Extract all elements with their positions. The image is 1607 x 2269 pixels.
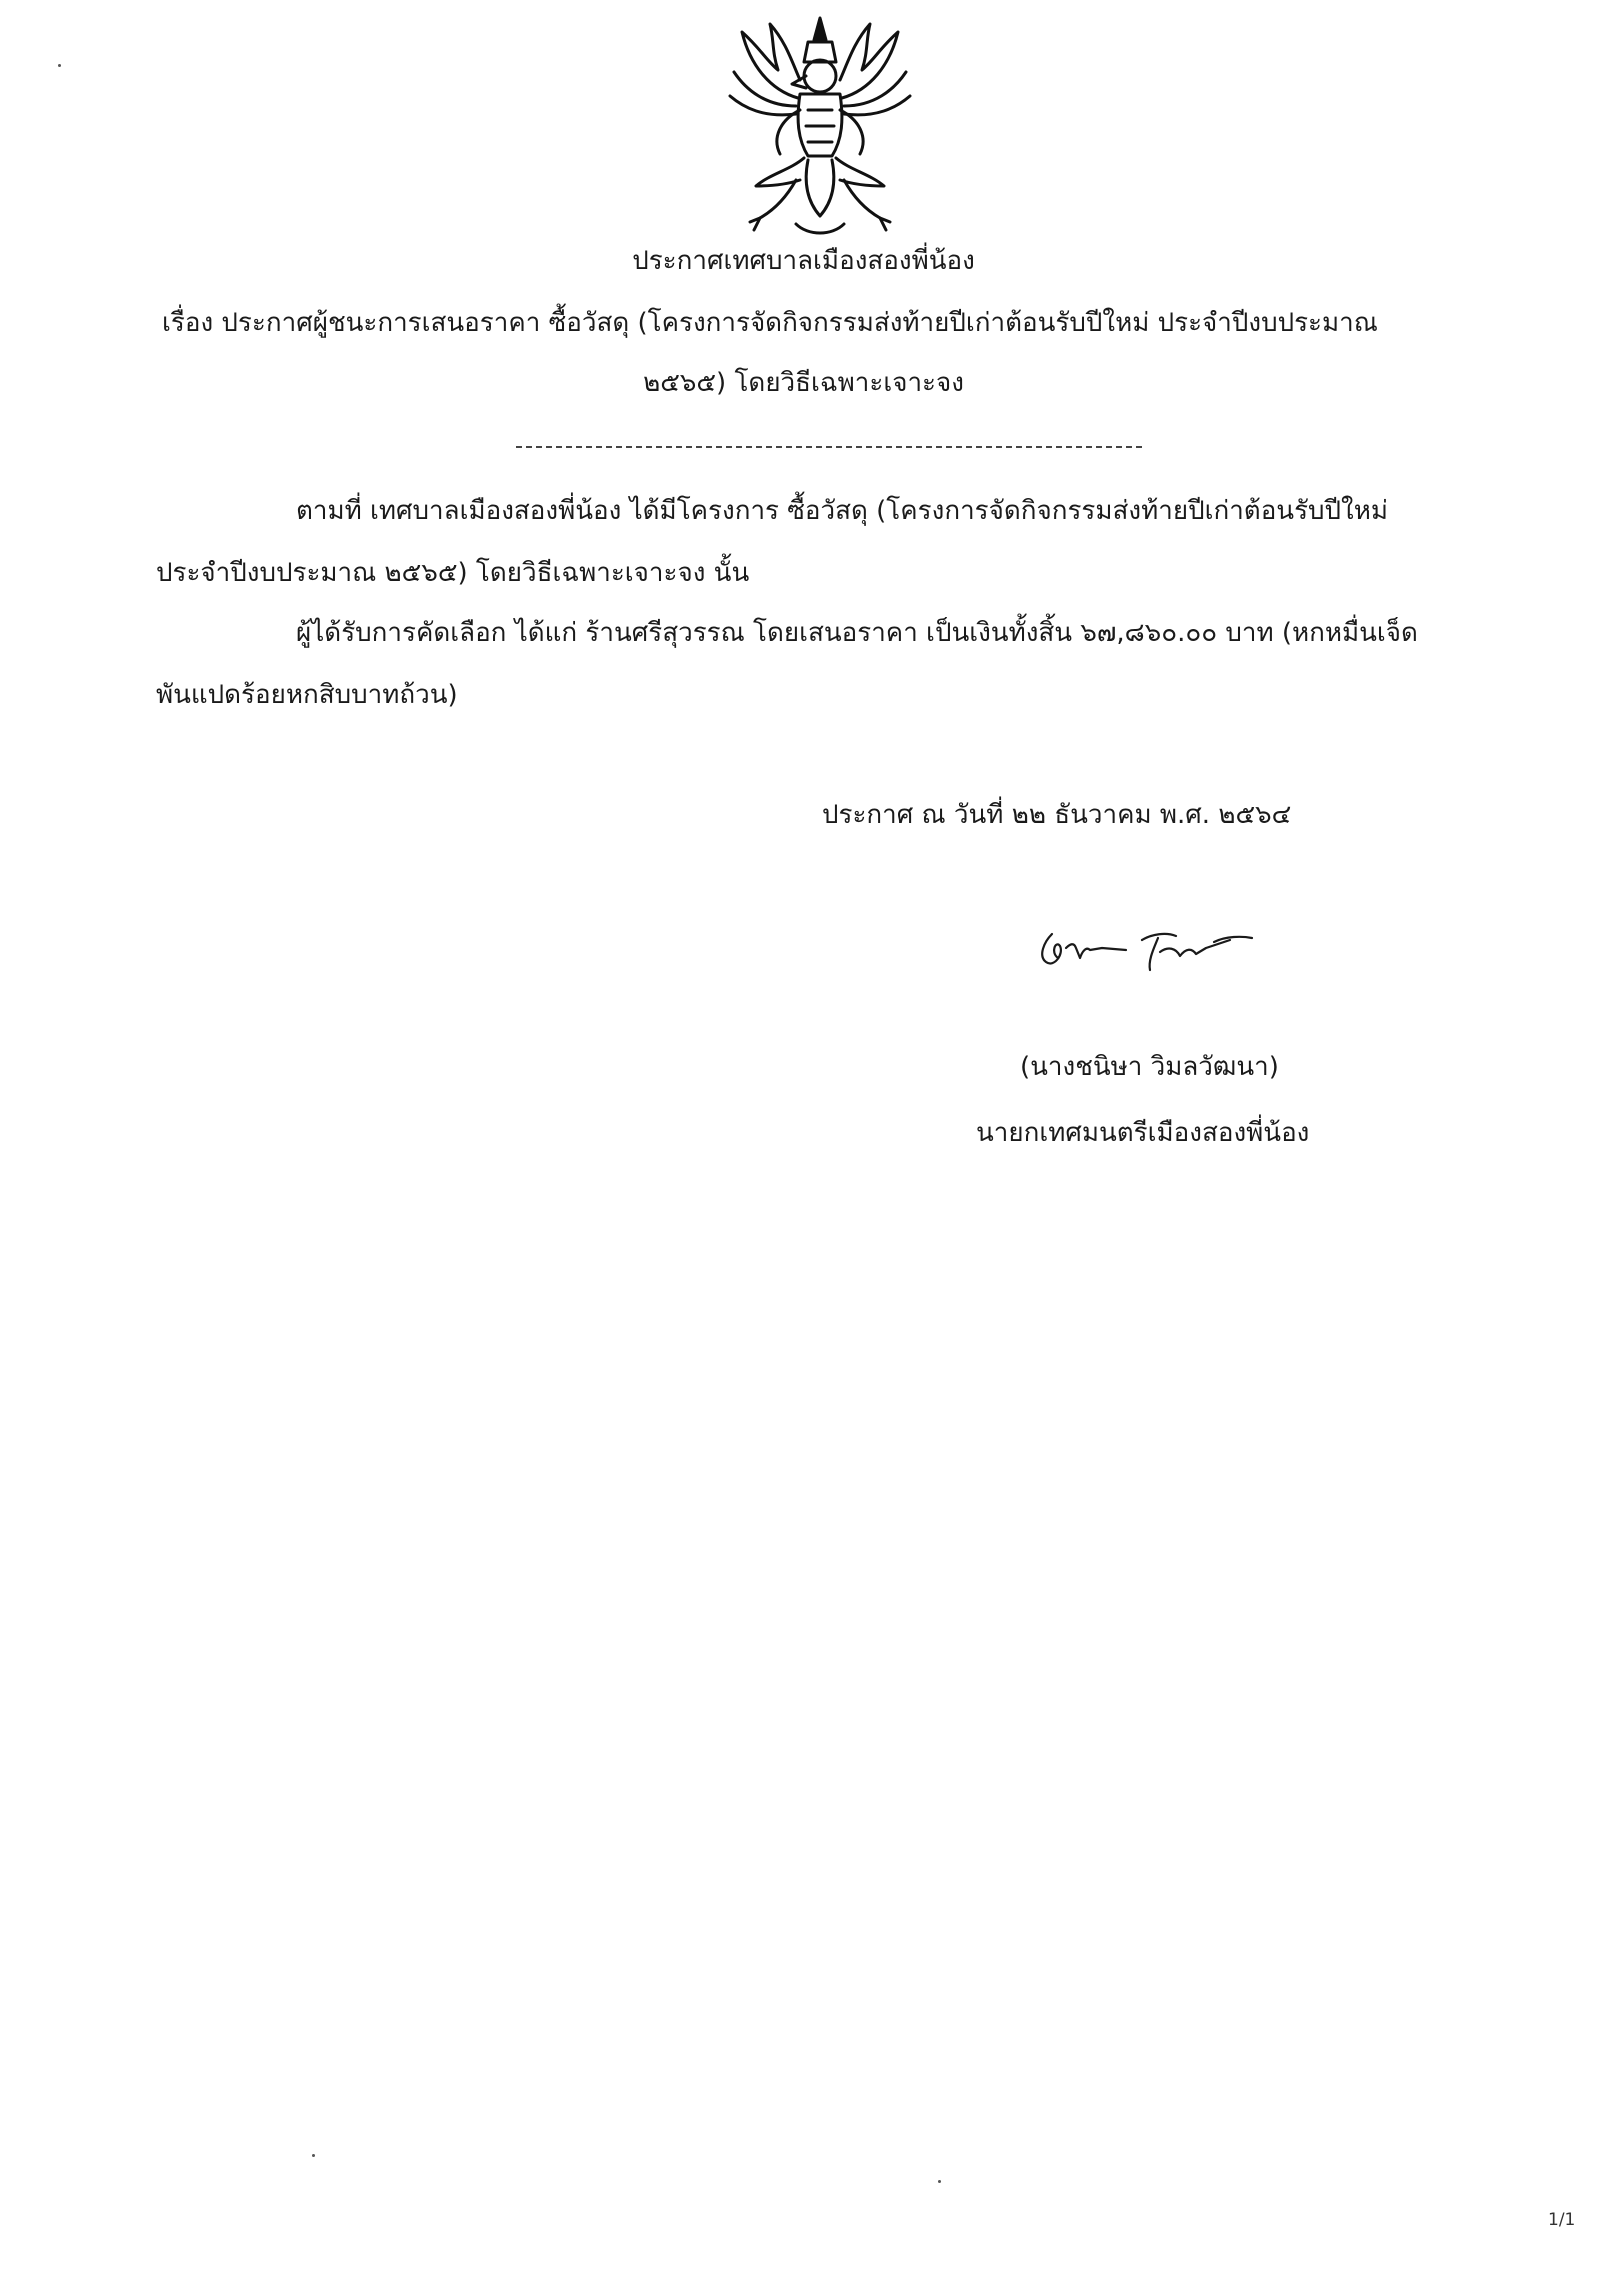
scan-speck <box>312 2154 315 2157</box>
divider <box>516 446 1142 448</box>
body-paragraph-1-line-2: ประจำปีงบประมาณ ๒๕๖๕) โดยวิธีเฉพาะเจาะจง นั้น <box>156 558 750 588</box>
page-number: 1/1 <box>1548 2210 1576 2230</box>
announcement-header: ประกาศเทศบาลเมืองสองพี่น้อง <box>632 246 975 276</box>
announcement-date: ประกาศ ณ วันที่ ๒๒ ธันวาคม พ.ศ. ๒๕๖๔ <box>822 800 1292 830</box>
scan-speck <box>938 2180 941 2183</box>
subject-line-1: เรื่อง ประกาศผู้ชนะการเสนอราคา ซื้อวัสดุ (โครงการจัดกิจกรรมส่งท้ายปีเก่าต้อนรับปีใหม่ ประจำปีงบประมาณ <box>162 308 1378 338</box>
scan-speck <box>58 64 61 67</box>
garuda-emblem-icon <box>700 10 940 245</box>
signatory-title: นายกเทศมนตรีเมืองสองพี่น้อง <box>976 1118 1310 1148</box>
body-paragraph-2-line-2: พันแปดร้อยหกสิบบาทถ้วน) <box>156 680 458 710</box>
body-paragraph-1-line-1: ตามที่ เทศบาลเมืองสองพี่น้อง ได้มีโครงการ ซื้อวัสดุ (โครงการจัดกิจกรรมส่งท้ายปีเก่าต้อนรับปีใหม่ <box>296 496 1389 526</box>
body-paragraph-2-line-1: ผู้ได้รับการคัดเลือก ได้แก่ ร้านศรีสุวรรณ โดยเสนอราคา เป็นเงินทั้งสิ้น ๖๗,๘๖๐.๐๐ บาท (หกหมื่นเจ็ด <box>296 618 1418 648</box>
subject-line-2: ๒๕๖๕) โดยวิธีเฉพาะเจาะจง <box>643 368 964 398</box>
handwritten-signature <box>1030 912 1280 992</box>
signatory-name: (นางชนิษา วิมลวัฒนา) <box>1020 1052 1279 1082</box>
